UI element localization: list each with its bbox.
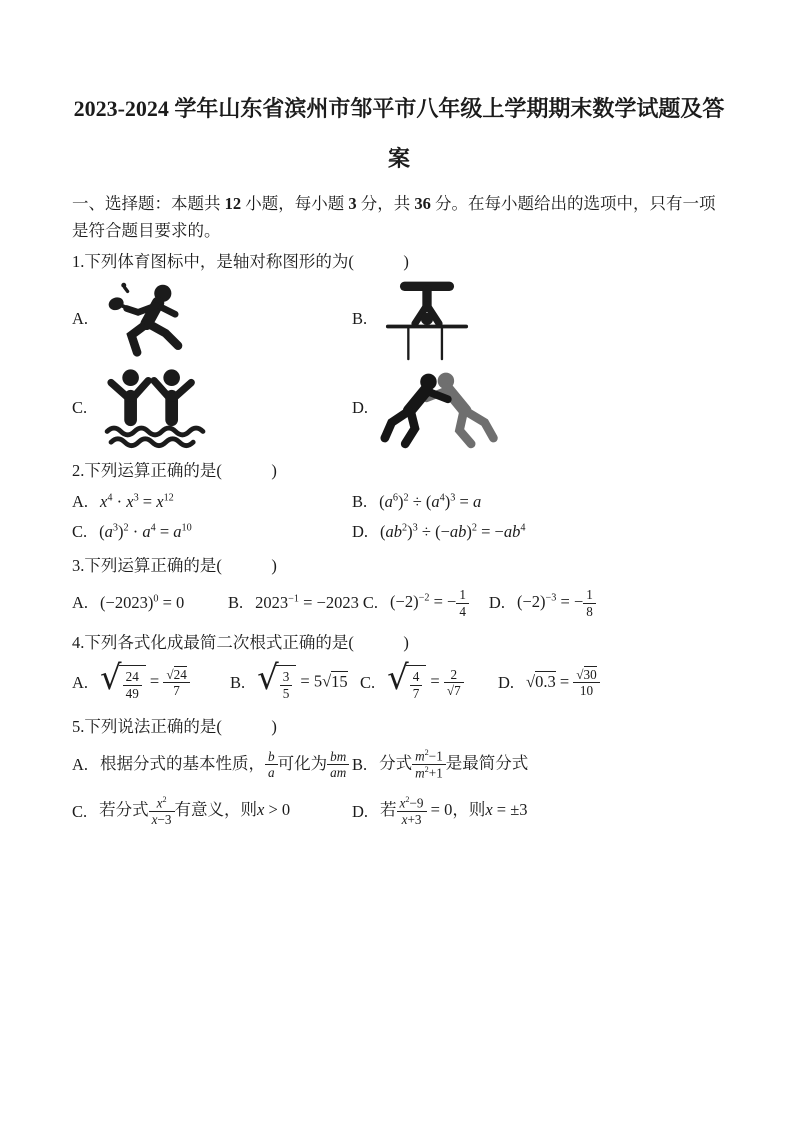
q2-option-b-formula: $(a^6)^2 \div (a^4)^3 = a$ [379, 492, 482, 511]
q4-stem: 4.下列各式化成最简二次根式正确的是( ) [72, 633, 409, 653]
q5-options-row-2 [72, 795, 726, 828]
question-1 [72, 248, 726, 453]
question-5 [72, 713, 726, 827]
q1-option-a [72, 279, 352, 359]
section-1-instructions: 一、选择题：本题共 12 小题，每小题 3 分，共 36 分。在每小题给出的选项中，只有一项是符合题目要求的。 [72, 194, 716, 240]
swimming-icon [99, 365, 215, 451]
q4-option-a [72, 658, 230, 701]
q4-option-a-formula: √ $\frac{24}{49}$ = $\frac{√24}{7}$ [100, 664, 190, 701]
page-title: 2023-2024 学年山东省滨州市邹平市八年级上学期期末数学试题及答案 [73, 96, 725, 171]
q5-option-d-formula: 若 $\frac{x^2-9}{x+3}$ = 0，则x = ±3 [380, 795, 528, 828]
q1-option-b-label: B. [352, 309, 368, 328]
q5-option-b [352, 748, 528, 781]
q3-stem: 3.下列运算正确的是( ) [72, 556, 277, 575]
q5-option-c [72, 795, 352, 828]
q1-option-c [72, 365, 352, 451]
q1-option-a-label: A. [72, 309, 89, 328]
q5-stem: 5.下列说法正确的是( ) [72, 717, 277, 737]
q2-option-d [352, 522, 525, 542]
question-3 [72, 552, 726, 619]
q3-option-d-label: D. [488, 593, 505, 613]
q4-option-d-label: D. [498, 672, 515, 692]
wrestling-icon [380, 366, 506, 450]
q4-option-b-formula: √ $\frac{3}{5}$ = 5√15 [257, 658, 348, 701]
q5-options-row-1 [72, 748, 726, 781]
q3-option-b [228, 593, 359, 613]
q1-options-row-1 [72, 277, 726, 361]
q5-option-d [352, 795, 528, 828]
q3-option-d-formula: $(-2)^{-3}$ = − $\frac{1}{8}$ [517, 587, 596, 619]
q1-option-d-label: D. [352, 398, 369, 417]
q4-option-a-label: A. [72, 672, 89, 692]
q3-option-d [489, 587, 596, 619]
q1-option-d [352, 366, 506, 450]
q3-option-b-label: B. [228, 593, 244, 613]
q2-option-c-label: C. [72, 522, 88, 541]
q5-option-a-formula: 根据分式的基本性质， $\frac{b}{a}$ 可化为 $\frac{bm}{am}$ [100, 749, 349, 781]
q2-option-d-label: D. [352, 522, 369, 541]
q2-options-row-2 [72, 522, 726, 542]
q2-option-b [352, 492, 481, 512]
q5-option-a [72, 749, 352, 781]
q2-option-d-formula: $(ab^2)^3 \div (-ab)^2 = -ab^4$ [380, 522, 526, 541]
q4-option-d [498, 667, 600, 699]
q1-option-c-label: C. [72, 398, 88, 417]
q1-options-row-2 [72, 363, 726, 453]
q5-option-b-formula: 分式 $\frac{m^2-1}{m^2+1}$ 是最简分式 [379, 748, 529, 781]
q3-option-a [72, 593, 228, 613]
q1-option-b [352, 277, 475, 361]
q1-stem: 1.下列体育图标中，是轴对称图形的为( ) [72, 252, 409, 271]
q4-options-row [72, 658, 726, 701]
q2-options-row-1 [72, 492, 726, 512]
q4-option-c-label: C. [360, 672, 376, 692]
question-2 [72, 457, 726, 542]
q2-option-c [72, 522, 352, 542]
q2-option-a-label: A. [72, 492, 89, 511]
q5-option-c-label: C. [72, 801, 88, 821]
q5-option-d-label: D. [352, 801, 369, 821]
q2-option-c-formula: $(a^3)^2 \cdot a^4 = a^{10}$ [99, 522, 192, 541]
question-4 [72, 629, 726, 701]
badminton-icon [100, 279, 218, 359]
q3-option-c [363, 587, 469, 619]
q4-option-b [230, 658, 360, 701]
handstand-gymnast-icon [379, 277, 475, 361]
q5-option-b-label: B. [352, 754, 368, 774]
q4-option-d-formula: √0.3 = $\frac{√30}{10}$ [526, 667, 600, 699]
q3-option-b-formula: $2023^{-1} = -2023$ [255, 593, 359, 613]
q2-option-a-formula: $x^4 \cdot x^3 = x^{12}$ [100, 492, 174, 511]
q2-option-a [72, 492, 352, 512]
q4-option-c-formula: √ $\frac{4}{7}$ = $\frac{2}{√7}$ [387, 664, 464, 701]
q4-option-b-label: B. [230, 672, 246, 692]
q3-option-a-formula: $(-2023)^0 = 0$ [100, 593, 185, 613]
q3-options-row [72, 587, 726, 619]
q4-option-c [360, 658, 484, 701]
q3-option-c-label: C. [362, 593, 379, 613]
q5-option-a-label: A. [72, 754, 89, 774]
q3-option-c-formula: $(-2)^{-2}$ = − $\frac{1}{4}$ [390, 587, 469, 619]
q3-option-a-label: A. [72, 593, 89, 613]
q2-option-b-label: B. [352, 492, 368, 511]
q5-option-c-formula: 若分式 $\frac{x^2}{x-3}$ 有意义，则x > 0 [99, 795, 291, 828]
q2-stem: 2.下列运算正确的是( ) [72, 461, 277, 480]
